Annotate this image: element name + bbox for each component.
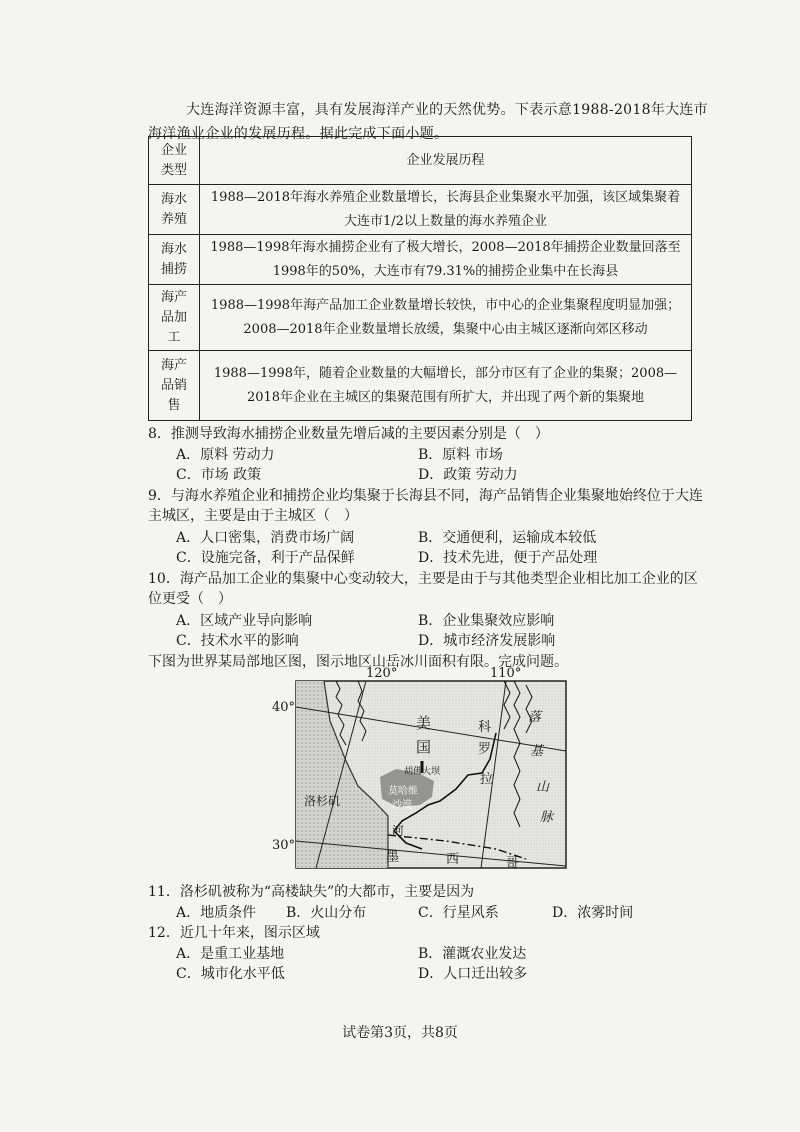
- label-lat-30: 30°: [272, 838, 296, 853]
- table-row: [149, 351, 692, 421]
- label-rocky-2: 基: [530, 744, 544, 759]
- q11-option-c[interactable]: C．行星风系: [418, 905, 499, 921]
- table-header-type: 企业类型: [149, 137, 200, 185]
- label-lon-120: 120°: [366, 666, 398, 681]
- row-type: 海产品加工: [160, 289, 187, 345]
- label-los-angeles: 洛杉矶: [304, 794, 341, 808]
- label-colorado-3: 拉: [480, 772, 494, 787]
- q9-option-c[interactable]: C．设施完备，利于产品保鲜: [176, 550, 355, 566]
- row-text: 1988—1998年海水捕捞企业有了极大增长，2008—2018年捕捞企业数量回落至1998年的50%，大连市有79.31%的捕捞企业集中在长海县: [200, 235, 692, 285]
- question-8-stem: 8．推测导致海水捕捞企业数量先增后减的主要因素分别是（ ）: [148, 426, 549, 442]
- label-colorado-1: 科: [478, 720, 492, 735]
- q9-option-a[interactable]: A．人口密集，消费市场广阔: [176, 530, 355, 546]
- q11-option-a[interactable]: A．地质条件: [176, 905, 257, 921]
- enterprise-table: [148, 136, 692, 421]
- q10-option-c[interactable]: C．技术水平的影响: [176, 633, 299, 649]
- intro-paragraph: 大连海洋资源丰富，具有发展海洋产业的天然优势。下表示意1988-2018年大连市海洋渔业企业的发展历程。据此完成下面小题。: [148, 102, 708, 142]
- label-usa-1: 美: [416, 714, 432, 732]
- q10-option-b[interactable]: B．企业集聚效应影响: [418, 613, 555, 629]
- q12-option-d[interactable]: D．人口迁出较多: [418, 966, 528, 982]
- row-type: 海水养殖: [160, 191, 187, 227]
- row-text: 1988—2018年海水养殖企业数量增长，长海县企业集聚水平加强，该区域集聚着大连市1/2以上数量的海水养殖企业: [200, 185, 692, 235]
- label-rocky-4: 脉: [540, 810, 554, 825]
- q11-option-b[interactable]: B．火山分布: [286, 905, 367, 921]
- row-type: 海产品销售: [160, 357, 187, 413]
- q12-option-a[interactable]: A．是重工业基地: [176, 946, 285, 962]
- table-row: [149, 185, 692, 235]
- label-lon-110: 110°: [490, 666, 522, 681]
- question-9-stem: 9．与海水养殖企业和捕捞企业均集聚于长海县不同，海产品销售企业集聚地始终位于大连主城区，主要是由于主城区（ ）: [148, 488, 703, 524]
- label-mexico-3: 哥: [506, 856, 520, 871]
- page-footer: 试卷第3页，共8页: [342, 1025, 458, 1041]
- label-mojave-2: 沙漠: [392, 800, 412, 811]
- label-lat-40: 40°: [272, 700, 296, 715]
- label-rocky-1: 落: [528, 710, 542, 725]
- q12-option-c[interactable]: C．城市化水平低: [176, 966, 285, 982]
- label-mexico-2: 西: [446, 852, 460, 867]
- q9-option-d[interactable]: D．技术先进，便于产品处理: [418, 550, 598, 566]
- q12-option-b[interactable]: B．灌溉农业发达: [418, 946, 527, 962]
- q10-option-d[interactable]: D．城市经济发展影响: [418, 633, 556, 649]
- q8-option-c[interactable]: C．市场 政策: [176, 467, 262, 483]
- label-rocky-3: 山: [536, 780, 550, 795]
- question-10-stem: 10．海产品加工企业的集聚中心变动较大，主要是由于与其他类型企业相比加工企业的区位更受（ ）: [148, 571, 698, 607]
- q10-option-a[interactable]: A．区域产业导向影响: [176, 613, 313, 629]
- table-row: [149, 285, 692, 351]
- table-row: [149, 235, 692, 285]
- label-hoover-dam: 胡佛大坝: [404, 767, 441, 777]
- q9-option-b[interactable]: B．交通便利，运输成本较低: [418, 530, 597, 546]
- q8-option-b[interactable]: B．原料 市场: [418, 447, 503, 463]
- label-mojave-1: 莫哈维: [388, 786, 418, 797]
- row-type: 海水捕捞: [160, 241, 187, 277]
- q8-option-a[interactable]: A．原料 劳动力: [176, 447, 275, 463]
- q8-option-d[interactable]: D．政策 劳动力: [418, 467, 518, 483]
- label-usa-2: 国: [416, 738, 432, 756]
- q11-option-d[interactable]: D．浓雾时间: [552, 905, 634, 921]
- row-text: 1988—1998年海产品加工企业数量增长较快，市中心的企业集聚程度明显加强；2008—2018年企业数量增长放缓，集聚中心由主城区逐渐向郊区移动: [200, 285, 692, 351]
- question-11-stem: 11．洛杉矶被称为“高楼缺失”的大都市，主要是因为: [148, 884, 475, 900]
- question-12-stem: 12．近几十年来，图示区域: [148, 925, 320, 941]
- table-header-history: 企业发展历程: [200, 137, 692, 185]
- label-colorado-2: 罗: [478, 742, 492, 757]
- label-river: 河: [392, 824, 405, 838]
- map-intro: 下图为世界某局部地区图，图示地区山岳冰川面积有限。完成问题。: [148, 654, 568, 670]
- row-text: 1988—1998年，随着企业数量的大幅增长，部分市区有了企业的集聚；2008—2018年企业在主城区的集聚范围有所扩大，并出现了两个新的集聚地: [200, 351, 692, 421]
- table-header-row: [149, 137, 692, 185]
- label-mexico-1: 墨: [386, 850, 400, 865]
